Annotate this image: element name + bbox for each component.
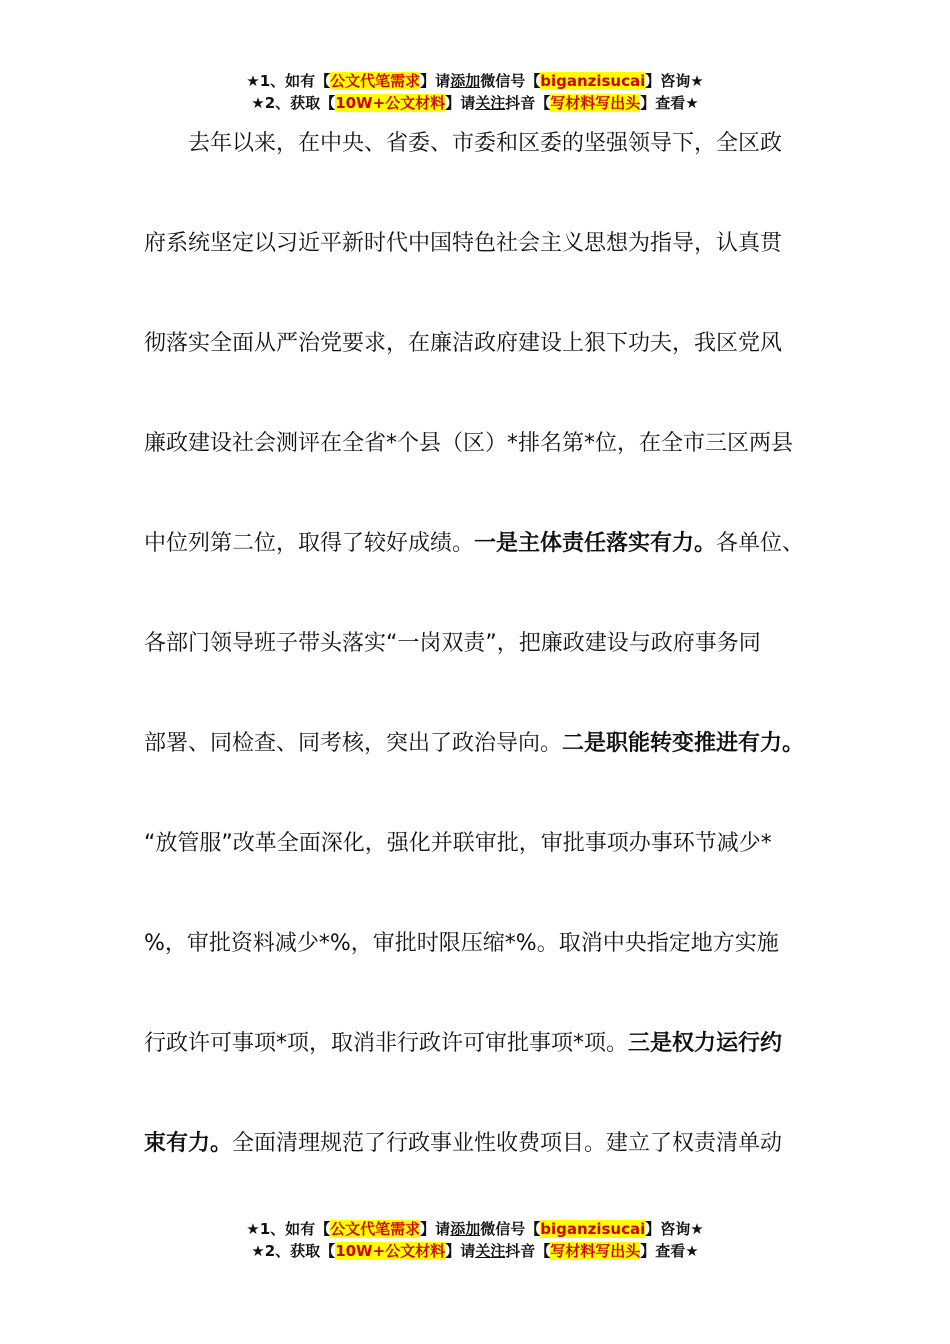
promo-highlight-douyin-id: 写材料写出头 <box>550 94 641 112</box>
promo-line-1 <box>0 70 950 92</box>
promo-line-2 <box>0 1240 950 1262</box>
promo-text: 微信号【 <box>480 72 541 90</box>
body-text: 去年以来，在中央、省委、市委和区委的坚强领导下，全区政 <box>144 131 783 156</box>
promo-highlight-douyin-id: 写材料写出头 <box>550 1242 641 1260</box>
body-text: 彻落实全面从严治党要求，在廉洁政府建设上狠下功夫，我区党风 <box>144 331 783 356</box>
promo-text: 】请 <box>445 1242 476 1260</box>
body-text: 行政许可事项*项，取消非行政许可审批事项*项。 <box>144 1031 629 1056</box>
promo-underline: 关注 <box>475 1242 506 1260</box>
promo-text: 】请 <box>420 72 451 90</box>
promo-line-1 <box>0 1218 950 1240</box>
promo-text: ★1、如有【 <box>246 1220 331 1238</box>
promo-highlight-wechat-id: biganzisucai <box>540 72 646 90</box>
bold-heading: 束有力。 <box>144 1131 233 1156</box>
body-text: 各单位、 <box>716 531 805 556</box>
body-line <box>144 1026 824 1126</box>
document-body <box>144 126 824 1226</box>
promo-text: ★2、获取【 <box>251 1242 336 1260</box>
body-line <box>144 1126 824 1226</box>
promo-highlight: 公文代笔需求 <box>330 1220 421 1238</box>
promo-highlight: 公文代笔需求 <box>330 72 421 90</box>
promo-text: 】查看★ <box>640 1242 699 1260</box>
promo-footer <box>0 1218 950 1262</box>
body-line <box>144 326 824 426</box>
body-text: “放管服”改革全面深化，强化并联审批，审批事项办事环节减少* <box>144 831 772 856</box>
body-line <box>144 726 824 826</box>
body-line <box>144 226 824 326</box>
body-line <box>144 426 824 526</box>
promo-underline: 添加 <box>450 72 481 90</box>
promo-text: 】咨询★ <box>645 72 704 90</box>
body-line <box>144 126 824 226</box>
bold-heading: 三是权力运行约 <box>628 1031 783 1056</box>
promo-text: ★2、获取【 <box>251 94 336 112</box>
promo-text: 微信号【 <box>480 1220 541 1238</box>
promo-highlight: 10W+公文材料 <box>335 1242 446 1260</box>
body-text: 部署、同检查、同考核，突出了政治导向。 <box>144 731 563 756</box>
promo-text: 】请 <box>445 94 476 112</box>
promo-text: 】请 <box>420 1220 451 1238</box>
promo-highlight: 10W+公文材料 <box>335 94 446 112</box>
promo-line-2 <box>0 92 950 114</box>
promo-underline: 关注 <box>475 94 506 112</box>
body-text: %，审批资料减少*%，审批时限压缩*%。取消中央指定地方实施 <box>144 931 779 956</box>
promo-text: ★1、如有【 <box>246 72 331 90</box>
body-line <box>144 526 824 626</box>
body-text: 廉政建设社会测评在全省*个县（区）*排名第*位，在全市三区两县 <box>144 431 794 456</box>
promo-text: 抖音【 <box>505 94 551 112</box>
body-line <box>144 926 824 1026</box>
promo-highlight-wechat-id: biganzisucai <box>540 1220 646 1238</box>
bold-heading: 一是主体责任落实有力。 <box>474 531 717 556</box>
promo-text: 】查看★ <box>640 94 699 112</box>
body-line <box>144 626 824 726</box>
body-text: 各部门领导班子带头落实“一岗双责”，把廉政建设与政府事务同 <box>144 631 761 656</box>
bold-heading: 二是职能转变推进有力。 <box>562 731 805 756</box>
body-text: 府系统坚定以习近平新时代中国特色社会主义思想为指导，认真贯 <box>144 231 783 256</box>
promo-text: 】咨询★ <box>645 1220 704 1238</box>
body-text: 中位列第二位，取得了较好成绩。 <box>144 531 475 556</box>
promo-header <box>0 70 950 114</box>
body-text: 全面清理规范了行政事业性收费项目。建立了权责清单动 <box>232 1131 783 1156</box>
promo-underline: 添加 <box>450 1220 481 1238</box>
body-line <box>144 826 824 926</box>
promo-text: 抖音【 <box>505 1242 551 1260</box>
